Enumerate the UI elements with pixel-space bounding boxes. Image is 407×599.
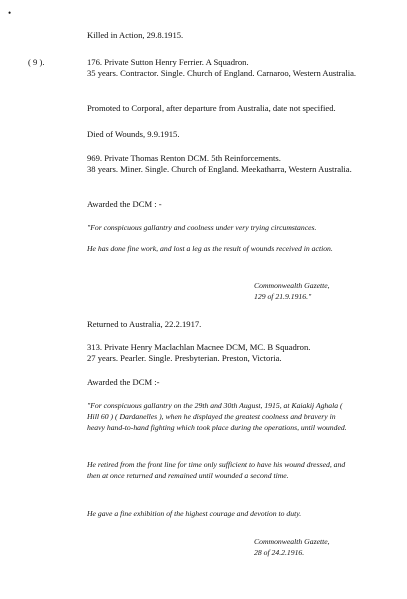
killed-in-action-text: Killed in Action, 29.8.1915. xyxy=(87,30,184,40)
macnee-citation-paragraph-2: He retired from the front line for time only sufficient to have his wound dressed, and then at once returned and remained until wounded a second time. xyxy=(87,460,346,481)
macnee-award-heading: Awarded the DCM :- xyxy=(87,377,160,387)
renton-details: 38 years. Miner. Single. Church of England. Meekatharra, Western Australia. xyxy=(87,163,352,174)
returned-text: Returned to Australia, 22.2.1917. xyxy=(87,319,202,329)
macnee-citation-paragraph-1: "For conspicuous gallantry on the 29th and 30th August, 1915, at Kaiakij Aghala ( Hill 60 ) ( Dardanelles ), when he displayed the greatest coolness and bravery in heavy hand-to-hand fighting which took place during the operations, until wounded. xyxy=(87,401,347,433)
died-of-wounds-text: Died of Wounds, 9.9.1915. xyxy=(87,129,180,139)
renton-entry xyxy=(87,153,387,174)
macnee-entry xyxy=(87,342,387,363)
entry-number-label: ( 9 ). xyxy=(28,57,45,67)
macnee-gazette-issue: 28 of 24.2.1916. xyxy=(254,548,305,558)
renton-heading: 969. Private Thomas Renton DCM. 5th Reinforcements. xyxy=(87,153,281,163)
corner-mark: • xyxy=(8,8,12,18)
renton-citation-paragraph-1: "For conspicuous gallantry and coolness under very trying circumstances. xyxy=(87,223,317,232)
renton-gazette-reference xyxy=(254,280,384,302)
promotion-text: Promoted to Corporal, after departure from Australia, date not specified. xyxy=(87,103,336,113)
ferrier-heading: 176. Private Sutton Henry Ferrier. A Squadron. xyxy=(87,57,249,67)
macnee-heading: 313. Private Henry Maclachlan Macnee DCM, MC. B Squadron. xyxy=(87,342,311,352)
macnee-gazette-reference xyxy=(254,536,384,558)
ferrier-entry xyxy=(87,57,387,78)
renton-award-heading: Awarded the DCM : - xyxy=(87,199,162,209)
macnee-details: 27 years. Pearler. Single. Presbyterian. Preston, Victoria. xyxy=(87,352,282,363)
ferrier-details: 35 years. Contractor. Single. Church of England. Carnaroo, Western Australia. xyxy=(87,67,357,78)
renton-citation-paragraph-2: He has done fine work, and lost a leg as the result of wounds received in action. xyxy=(87,244,333,253)
macnee-gazette-name: Commonwealth Gazette, xyxy=(254,537,330,546)
renton-gazette-name: Commonwealth Gazette, xyxy=(254,281,330,290)
macnee-citation-paragraph-3: He gave a fine exhibition of the highest courage and devotion to duty. xyxy=(87,509,302,518)
renton-gazette-issue: 129 of 21.9.1916." xyxy=(254,292,312,302)
